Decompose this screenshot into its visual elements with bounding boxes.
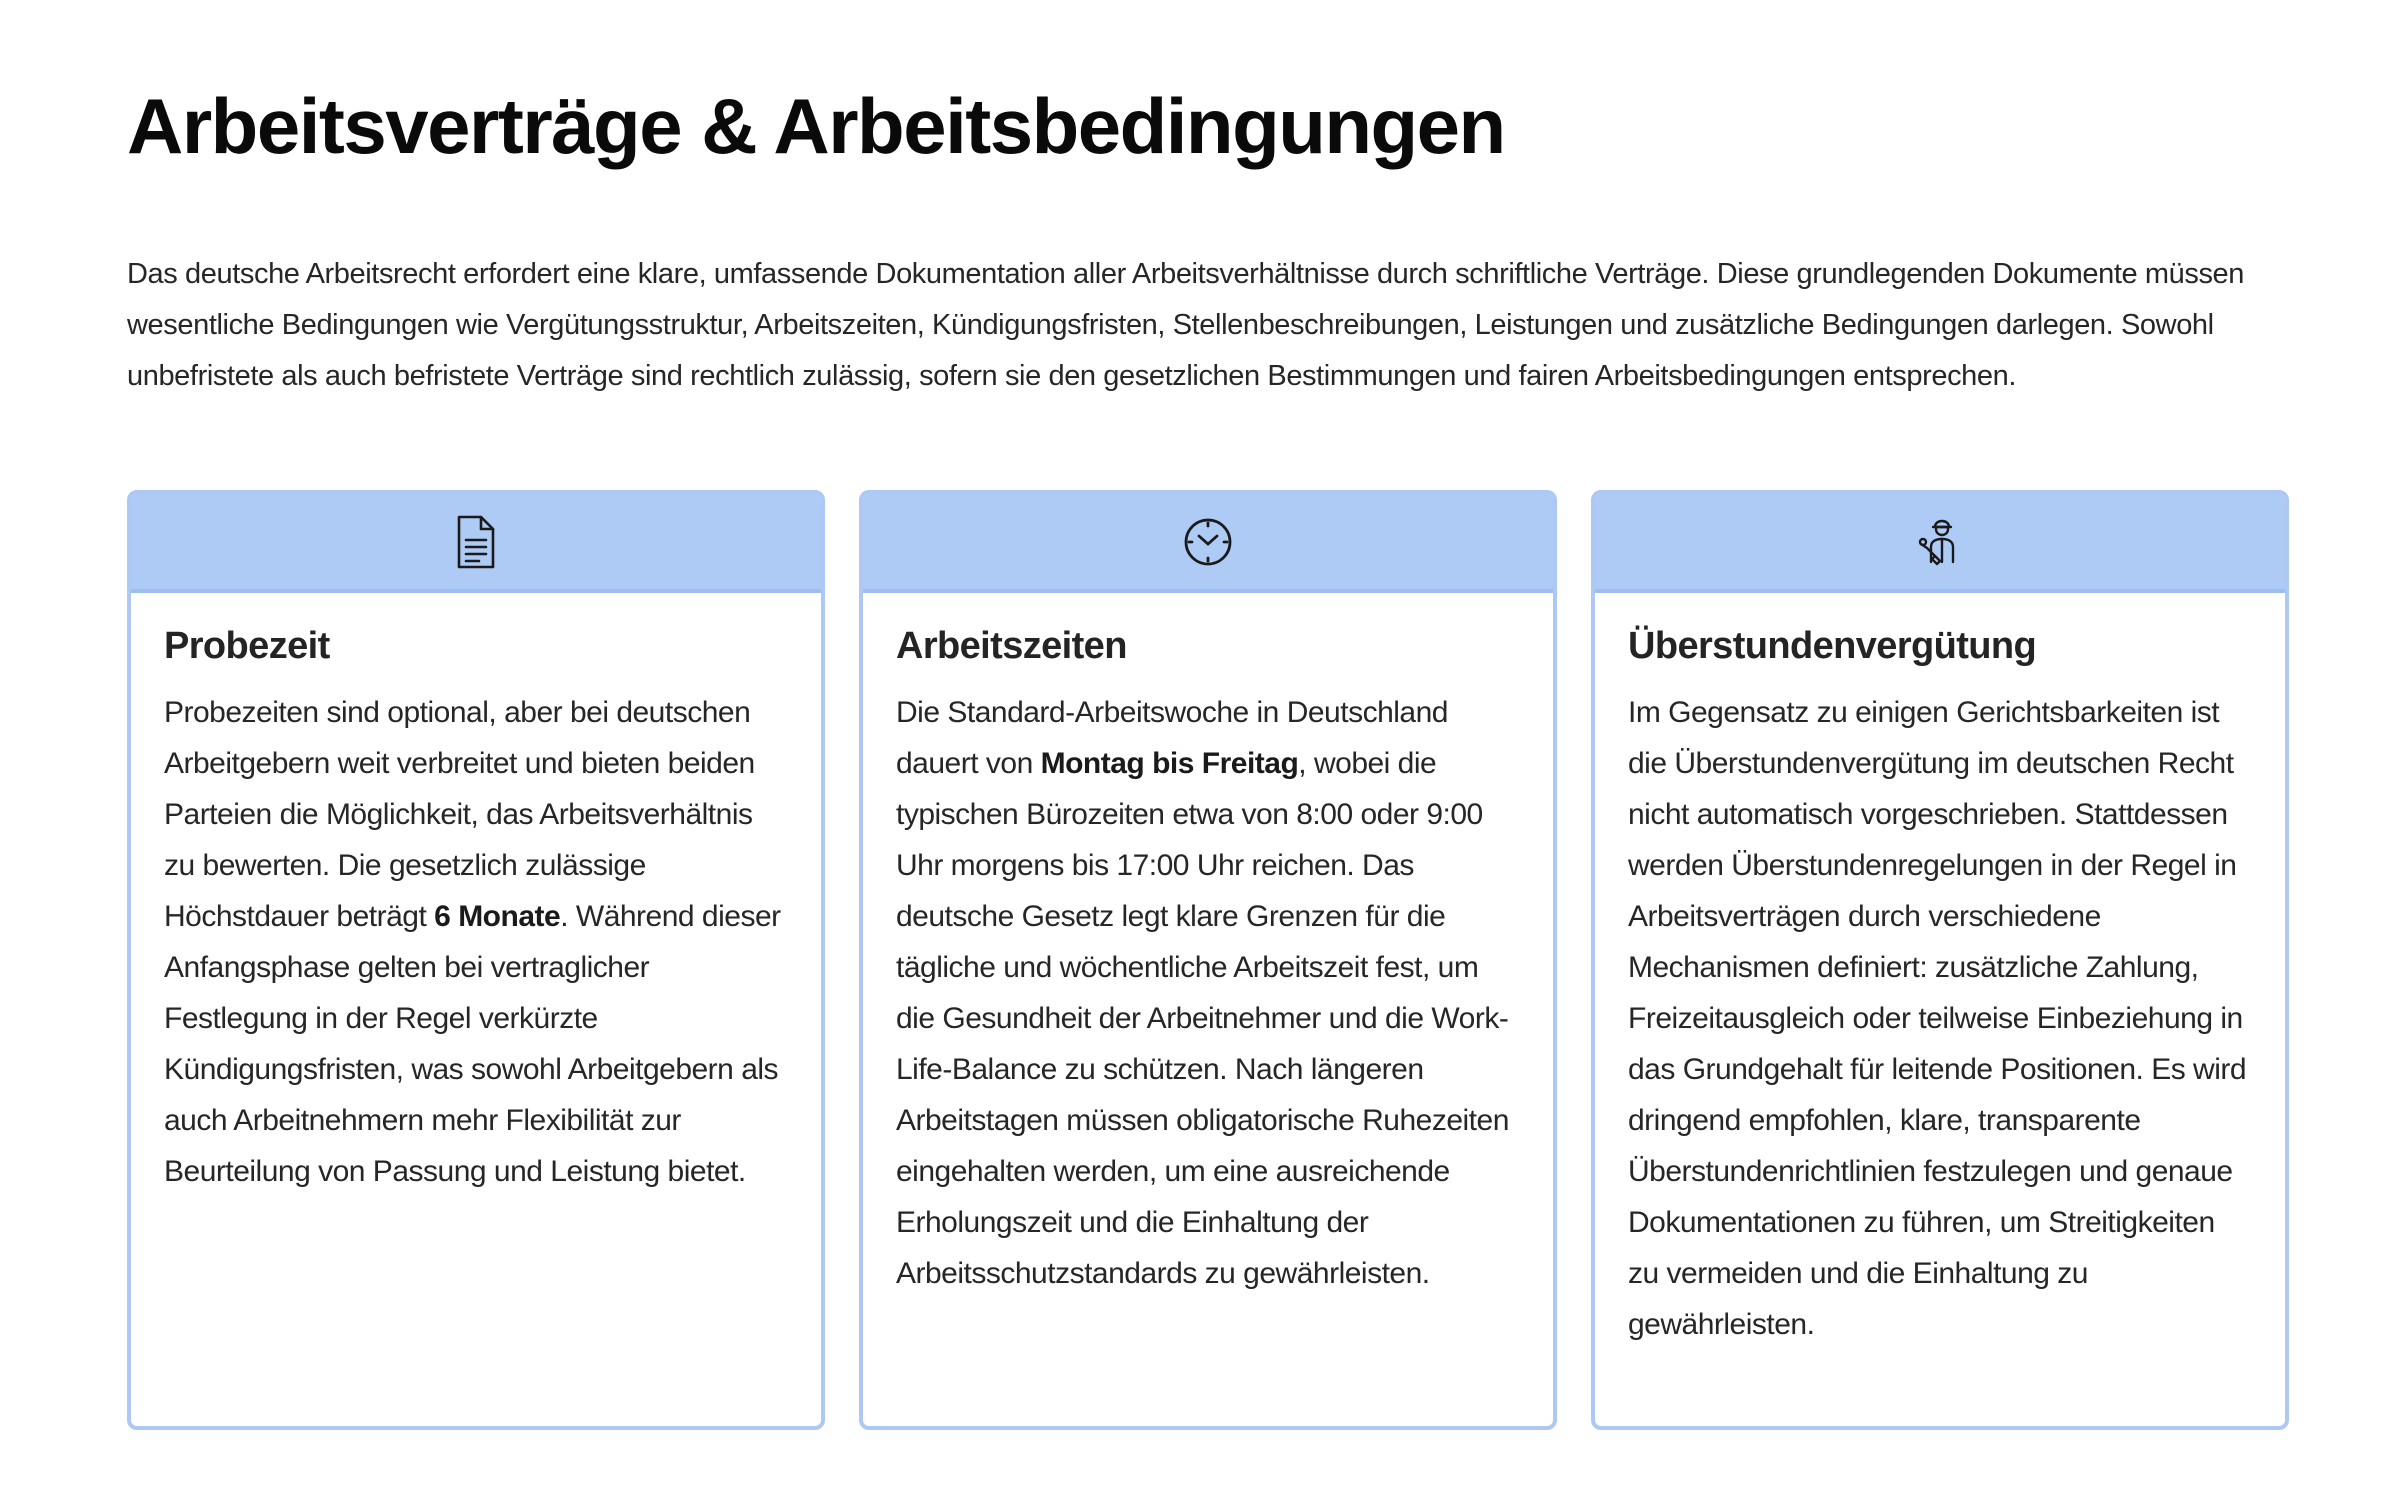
info-cards [127,490,2289,1430]
card-text [164,687,787,1197]
card-text-bold: 6 Monate [434,900,561,933]
card-text-part: Im Gegensatz zu einigen Gerichtsbarkeiten ist die Überstundenvergütung im deutschen Recht nicht automatisch vorgeschrieben. Stattdessen werden Überstundenregelungen in der Regel in Arbeitsverträgen durch verschiedene Mechanismen definiert: zusätzliche Zahlung, Freizeitausgleich oder teilweise Einbeziehung in das Grundgehalt für leitende Positionen. Es wird dringend empfohlen, klare, transparente Überstundenrichtlinien festzulegen und genaue Dokumentationen zu führen, um Streitigkeiten zu vermeiden und die Einhaltung zu gewährleisten. [1628,696,2247,1341]
card-title: Arbeitszeiten [896,625,1127,667]
card-arbeitszeiten [859,490,1557,1430]
card-text-part: Probezeiten sind optional, aber bei deutschen Arbeitgebern weit verbreitet und bieten beiden Parteien die Möglichkeit, das Arbeitsverhältnis zu bewerten. Die gesetzlich zulässige Höchstdauer beträgt [164,696,755,933]
page-title: Arbeitsverträge & Arbeitsbedingungen [127,82,1505,170]
card-header [863,494,1553,593]
card-title: Überstundenvergütung [1628,625,2037,667]
worker-icon [1915,514,1965,570]
card-text-part: Die Standard-Arbeitswoche in Deutschland dauert von [896,696,1448,780]
card-body [1595,593,2285,1350]
card-header [131,494,821,593]
intro-paragraph: Das deutsche Arbeitsrecht erfordert eine klare, umfassende Dokumentation aller Arbeitsverhältnisse durch schriftliche Verträge. Diese grundlegenden Dokumente müssen wesentliche Bedingungen wie Vergütungsstruktur, Arbeitszeiten, Kündigungsfristen, Stellenbeschreibungen, Leistungen und zusätzliche Bedingungen darlegen. Sowohl unbefristete als auch befristete Verträge sind rechtlich zulässig, sofern sie den gesetzlichen Bestimmungen und fairen Arbeitsbedingungen entsprechen. [127,258,2245,392]
card-text [896,687,1519,1299]
card-body [863,593,1553,1299]
card-header [1595,494,2285,593]
card-text-bold: Montag bis Freitag [1040,747,1299,780]
document-icon [451,514,501,570]
card-title: Probezeit [164,625,330,667]
card-text-part: . Während dieser Anfangsphase gelten bei vertraglicher Festlegung in der Regel verkürzte Kündigungsfristen, was sowohl Arbeitgebern als auch Arbeitnehmern mehr Flexibilität zur Beurteilung von Passung und Leistung bietet. [164,900,781,1188]
card-text-part: , wobei die typischen Bürozeiten etwa von 8:00 oder 9:00 Uhr morgens bis 17:00 Uhr reichen. Das deutsche Gesetz legt klare Grenzen für die tägliche und wöchentliche Arbeitszeit fest, um die Gesundheit der Arbeitnehmer und die Work-Life-Balance zu schützen. Nach längeren Arbeitstagen müssen obligatorische Ruhezeiten eingehalten werden, um eine ausreichende Erholungszeit und die Einhaltung der Arbeitsschutzstandards zu gewährleisten. [896,747,1509,1290]
card-ueberstundenverguetung [1591,490,2289,1430]
card-probezeit [127,490,825,1430]
clock-icon [1183,514,1233,570]
card-body [131,593,821,1197]
card-text [1628,687,2251,1350]
